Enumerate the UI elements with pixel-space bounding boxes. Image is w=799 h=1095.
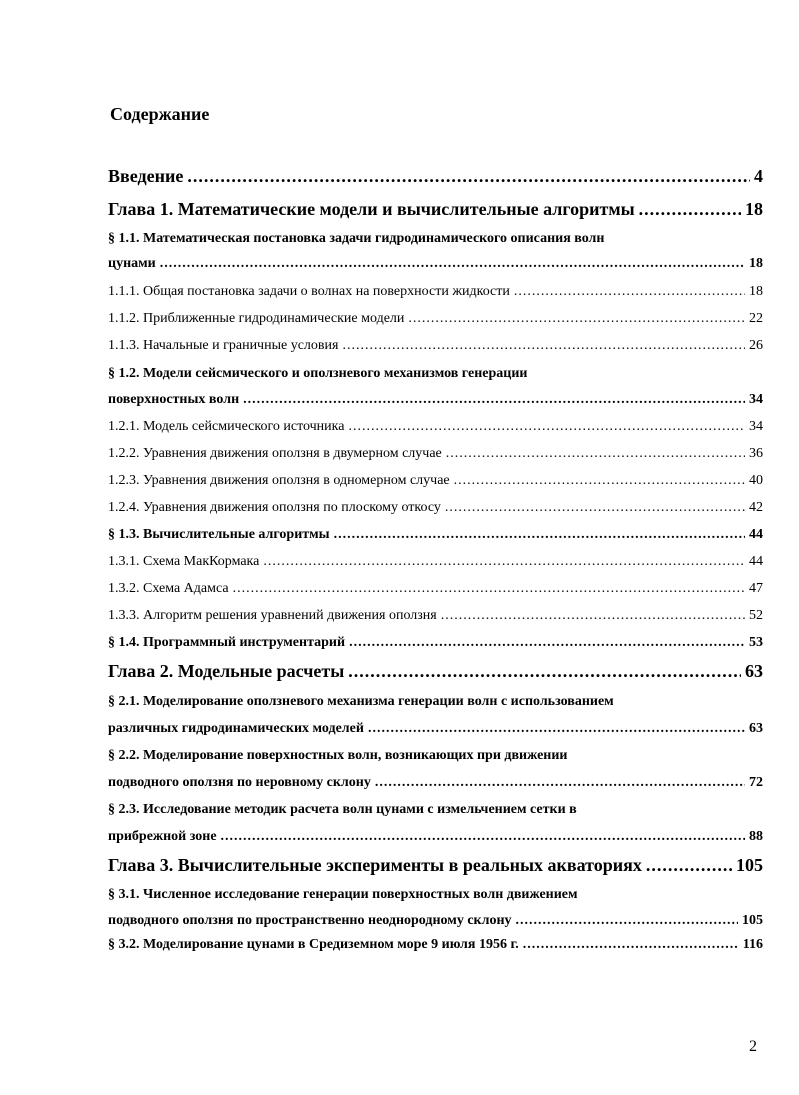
dot-leader <box>514 284 745 300</box>
toc-entry-title: § 1.1. Математическая постановка задачи гидродинамического описания волн <box>108 231 605 246</box>
dot-leader <box>646 855 732 876</box>
dot-leader <box>263 554 745 570</box>
toc-entry-title-continued: различных гидродинамических моделей <box>108 721 364 736</box>
toc-entry-page: 44 <box>749 527 763 542</box>
toc-entry-section-1-3[interactable] <box>108 527 763 543</box>
toc-entry-section-3-1-line2[interactable] <box>108 913 763 929</box>
toc-entry-page: 26 <box>749 338 763 353</box>
toc-entry-page: 40 <box>749 473 763 488</box>
toc-entry-page: 53 <box>749 635 763 650</box>
toc-entry-title: § 1.2. Модели сейсмического и оползневого механизмов генерации <box>108 366 528 381</box>
toc-entry-section-2-3-line2[interactable] <box>108 829 763 845</box>
toc-entry-section-2-1-line2[interactable] <box>108 721 763 737</box>
dot-leader <box>408 311 745 327</box>
toc-entry-title: § 2.3. Исследование методик расчета волн цунами с измельчением сетки в <box>108 802 577 817</box>
toc-entry-title: § 3.1. Численное исследование генерации поверхностных волн движением <box>108 887 578 902</box>
toc-entry-title: § 2.1. Моделирование оползневого механизма генерации волн с использованием <box>108 694 614 709</box>
toc-entry-title-continued: цунами <box>108 256 156 271</box>
toc-entry-section-1-1-line1[interactable] <box>108 231 763 247</box>
toc-entry-page: 18 <box>749 256 763 271</box>
dot-leader <box>446 446 745 462</box>
toc-entry-title-continued: подводного оползня по пространственно неоднородному склону <box>108 913 512 928</box>
toc-entry-1-1-3[interactable] <box>108 338 763 354</box>
toc-entry-title: § 1.4. Программный инструментарий <box>108 635 346 650</box>
toc-entry-1-2-3[interactable] <box>108 473 763 489</box>
toc-entry-1-2-1[interactable] <box>108 419 763 435</box>
toc-entry-title-continued: прибрежной зоне <box>108 829 217 844</box>
toc-entry-title: § 1.3. Вычислительные алгоритмы <box>108 527 330 542</box>
toc-entry-page: 22 <box>749 311 763 326</box>
toc-entry-title: Введение <box>108 166 184 186</box>
toc-entry-page: 4 <box>754 166 763 186</box>
toc-entry-title: § 2.2. Моделирование поверхностных волн, возникающих при движении <box>108 748 568 763</box>
toc-entry-1-2-4[interactable] <box>108 500 763 516</box>
dot-leader <box>342 338 745 354</box>
dot-leader <box>334 527 745 543</box>
page-title: Содержание <box>110 104 210 124</box>
toc-entry-page: 105 <box>742 913 763 928</box>
dot-leader <box>375 775 745 791</box>
toc-entry-page: 47 <box>749 581 763 596</box>
toc-entry-title: Глава 3. Вычислительные эксперименты в реальных акваториях <box>108 855 642 875</box>
toc-entry-title: 1.3.3. Алгоритм решения уравнений движения оползня <box>108 608 437 623</box>
toc-entry-title-continued: поверхностных волн <box>108 392 240 407</box>
dot-leader <box>160 256 745 272</box>
dot-leader <box>233 581 745 597</box>
dot-leader <box>516 913 738 929</box>
toc-entry-section-2-2-line1[interactable] <box>108 748 763 764</box>
toc-entry-page: 18 <box>745 199 763 219</box>
toc-entry-chapter-1[interactable] <box>108 199 763 220</box>
toc-entry-section-1-2-line2[interactable] <box>108 392 763 408</box>
dot-leader <box>348 419 745 435</box>
toc-entry-page: 44 <box>749 554 763 569</box>
toc-entry-page: 116 <box>742 937 763 952</box>
dot-leader <box>368 721 745 737</box>
toc-entry-section-1-4[interactable] <box>108 635 763 651</box>
toc-entry-section-2-2-line2[interactable] <box>108 775 763 791</box>
toc-entry-title: Глава 2. Модельные расчеты <box>108 661 345 681</box>
toc-entry-page: 72 <box>749 775 763 790</box>
toc-entry-page: 105 <box>736 855 763 875</box>
page-number: 2 <box>749 1038 757 1055</box>
toc-entry-1-3-3[interactable] <box>108 608 763 624</box>
dot-leader <box>441 608 745 624</box>
toc-entry-1-2-2[interactable] <box>108 446 763 462</box>
toc-entry-title: 1.1.3. Начальные и граничные условия <box>108 338 339 353</box>
toc-entry-1-1-2[interactable] <box>108 311 763 327</box>
toc-entry-title: 1.1.1. Общая постановка задачи о волнах на поверхности жидкости <box>108 284 510 299</box>
toc-entry-introduction[interactable] <box>108 166 763 187</box>
toc-entry-page: 42 <box>749 500 763 515</box>
dot-leader <box>187 166 750 187</box>
dot-leader <box>523 937 739 953</box>
toc-entry-title: 1.2.4. Уравнения движения оползня по плоскому откосу <box>108 500 441 515</box>
dot-leader <box>445 500 745 516</box>
toc-entry-title-continued: подводного оползня по неровному склону <box>108 775 371 790</box>
toc-entry-page: 18 <box>749 284 763 299</box>
toc-entry-page: 52 <box>749 608 763 623</box>
toc-entry-1-3-2[interactable] <box>108 581 763 597</box>
toc-entry-section-2-3-line1[interactable] <box>108 802 763 818</box>
toc-entry-page: 34 <box>749 392 763 407</box>
toc-entry-title: 1.2.3. Уравнения движения оползня в одномерном случае <box>108 473 450 488</box>
toc-entry-section-2-1-line1[interactable] <box>108 694 763 710</box>
dot-leader <box>639 199 741 220</box>
toc-entry-chapter-2[interactable] <box>108 661 763 682</box>
toc-entry-section-1-2-line1[interactable] <box>108 366 763 382</box>
toc-entry-section-3-1-line1[interactable] <box>108 887 763 903</box>
toc-entry-page: 36 <box>749 446 763 461</box>
toc-entry-title: § 3.2. Моделирование цунами в Средиземном море 9 июля 1956 г. <box>108 937 519 952</box>
toc-entry-1-1-1[interactable] <box>108 284 763 300</box>
toc-entry-chapter-3[interactable] <box>108 855 763 876</box>
toc-entry-title: 1.1.2. Приближенные гидродинамические модели <box>108 311 405 326</box>
toc-entry-title: Глава 1. Математические модели и вычислительные алгоритмы <box>108 199 635 219</box>
dot-leader <box>349 635 745 651</box>
dot-leader <box>221 829 745 845</box>
toc-entry-title: 1.2.2. Уравнения движения оползня в двумерном случае <box>108 446 442 461</box>
dot-leader <box>243 392 745 408</box>
toc-entry-page: 34 <box>749 419 763 434</box>
toc-entry-title: 1.2.1. Модель сейсмического источника <box>108 419 345 434</box>
toc-entry-title: 1.3.2. Схема Адамса <box>108 581 229 596</box>
toc-entry-page: 88 <box>749 829 763 844</box>
toc-entry-section-1-1-line2[interactable] <box>108 256 763 272</box>
dot-leader <box>454 473 745 489</box>
toc-entry-page: 63 <box>749 721 763 736</box>
toc-entry-title: 1.3.1. Схема МакКормака <box>108 554 260 569</box>
toc-entry-page: 63 <box>745 661 763 681</box>
toc-entry-1-3-1[interactable] <box>108 554 763 570</box>
dot-leader <box>348 661 741 682</box>
toc-entry-section-3-2[interactable] <box>108 937 763 953</box>
